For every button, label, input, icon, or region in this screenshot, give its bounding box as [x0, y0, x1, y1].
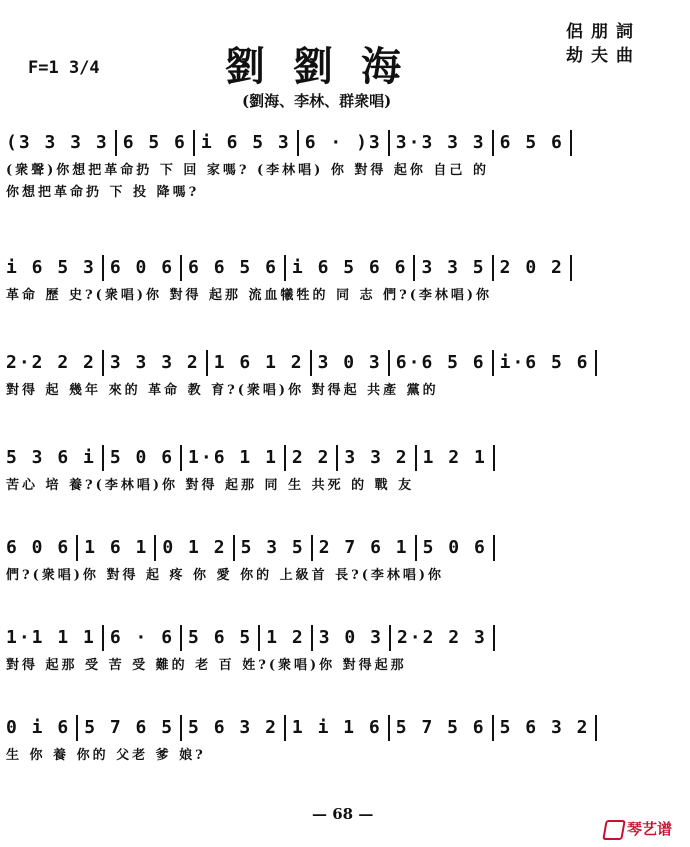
measure: 1 6 1 2 — [213, 352, 304, 373]
measure: 2 2 — [291, 447, 331, 468]
measure: i·6 5 6 — [499, 352, 590, 373]
bar-line — [492, 130, 494, 156]
measure: 6 5 6 — [499, 132, 564, 153]
bar-line — [413, 255, 415, 281]
measure: (3 3 3 3 — [6, 132, 109, 153]
measure: 3·3 3 3 — [395, 132, 486, 153]
lyric-line: 對得 起那 受 苦 受 難的 老 百 姓?(衆唱)你 對得起那 — [6, 658, 407, 673]
measure: 5 3 6 i — [6, 447, 96, 468]
bar-line — [180, 255, 182, 281]
bar-line — [493, 445, 495, 471]
measure: 5 0 6 — [422, 537, 487, 558]
bar-line — [102, 445, 104, 471]
watermark-text: 琴艺谱 — [627, 820, 673, 838]
lyric-line: 生 你 養 你的 父老 爹 娘? — [6, 748, 206, 763]
bar-line — [388, 715, 390, 741]
measure: 2 7 6 1 — [318, 537, 409, 558]
lyric-line: 們?(衆唱)你 對得 起 疼 你 愛 你的 上級首 長?(李林唱)你 — [6, 568, 445, 583]
measure: 2 0 2 — [499, 257, 564, 278]
notation-row — [6, 130, 686, 160]
notation-row — [6, 625, 686, 655]
measure: 3 0 3 — [318, 627, 383, 648]
measure: 1 2 1 — [422, 447, 487, 468]
measure: 3 3 2 — [344, 447, 409, 468]
bar-line — [284, 445, 286, 471]
bar-line — [115, 130, 117, 156]
credits — [566, 20, 641, 68]
lyricist: 侶朋詞 — [566, 22, 641, 42]
key-signature: F=1 3/4 — [28, 58, 100, 78]
staff-line — [6, 535, 686, 587]
bar-line — [311, 625, 313, 651]
measure: 5 0 6 — [109, 447, 175, 468]
bar-line — [193, 130, 195, 156]
bar-line — [180, 715, 182, 741]
watermark — [604, 818, 672, 840]
bar-line — [493, 625, 495, 651]
lyric-line: 對得 起 幾年 來的 革命 教 育?(衆唱)你 對得起 共產 黨的 — [6, 383, 439, 398]
bar-line — [76, 535, 78, 561]
bar-line — [415, 445, 417, 471]
bar-line — [102, 255, 104, 281]
measure: 2·2 2 2 — [6, 352, 96, 373]
staff-line — [6, 255, 686, 307]
measure: 3 3 3 2 — [109, 352, 200, 373]
measure: i 6 5 3 — [200, 132, 291, 153]
measure: 6·6 5 6 — [395, 352, 486, 373]
measure: 6 6 5 6 — [188, 257, 278, 278]
measure: i 6 5 3 — [6, 257, 96, 278]
measure: 5 6 3 2 — [499, 717, 590, 738]
staff-line — [6, 625, 686, 677]
bar-line — [102, 350, 104, 376]
watermark-logo-icon — [602, 820, 626, 840]
notation-row — [6, 255, 686, 285]
measure: 6 · )3 — [304, 132, 382, 153]
bar-line — [180, 445, 182, 471]
measure: i 6 5 6 6 — [291, 257, 408, 278]
measure: 1 2 — [266, 627, 305, 648]
measure: 3 0 3 — [317, 352, 382, 373]
bar-line — [284, 255, 286, 281]
bar-line — [258, 625, 260, 651]
bar-line — [493, 535, 495, 561]
bar-line — [233, 535, 235, 561]
bar-line — [180, 625, 182, 651]
measure: 5 3 5 — [240, 537, 305, 558]
composer: 劫夫曲 — [566, 46, 641, 66]
lyric-line: 革命 歷 史?(衆唱)你 對得 起那 流血犧牲的 同 志 們?(李林唱)你 — [6, 288, 493, 303]
staff-line — [6, 350, 686, 402]
staff-line — [6, 715, 686, 767]
bar-line — [492, 255, 494, 281]
song-title: 劉劉海 — [225, 43, 429, 90]
bar-line — [570, 130, 572, 156]
lyric-line: (衆聲)你想把革命扔 下 回 家嗎? (李林唱) 你 對得 起你 自己 的 — [6, 163, 489, 178]
measure: 1 i 1 6 — [291, 717, 382, 738]
bar-line — [492, 715, 494, 741]
bar-line — [389, 625, 391, 651]
bar-line — [415, 535, 417, 561]
measure: 3 3 5 — [421, 257, 486, 278]
bar-line — [336, 445, 338, 471]
notation-row — [6, 715, 686, 745]
bar-line — [154, 535, 156, 561]
bar-line — [102, 625, 104, 651]
bar-line — [570, 255, 572, 281]
measure: 6 5 6 — [122, 132, 187, 153]
measure: 2·2 2 3 — [396, 627, 487, 648]
singer-roles: (劉海、李林、群衆唱) — [242, 92, 392, 110]
bar-line — [311, 535, 313, 561]
measure: 6 0 6 — [109, 257, 175, 278]
measure: 5 6 5 — [188, 627, 253, 648]
notation-row — [6, 445, 686, 475]
bar-line — [492, 350, 494, 376]
staff-line — [6, 130, 686, 204]
measure: 6 · 6 — [109, 627, 175, 648]
bar-line — [595, 715, 597, 741]
bar-line — [76, 715, 78, 741]
measure: 5 7 5 6 — [395, 717, 486, 738]
measure: 5 7 6 5 — [84, 717, 175, 738]
notation-row — [6, 535, 686, 565]
measure: 1·1 1 1 — [6, 627, 96, 648]
bar-line — [284, 715, 286, 741]
bar-line — [206, 350, 208, 376]
measure: 6 0 6 — [6, 537, 71, 558]
bar-line — [310, 350, 312, 376]
bar-line — [595, 350, 597, 376]
bar-line — [297, 130, 299, 156]
notation-row — [6, 350, 686, 380]
staff-line — [6, 445, 686, 497]
measure: 0 i 6 — [6, 717, 71, 738]
lyric-line: 你想把革命扔 下 投 降嗎? — [6, 185, 200, 200]
measure: 0 1 2 — [162, 537, 227, 558]
measure: 5 6 3 2 — [188, 717, 278, 738]
bar-line — [388, 350, 390, 376]
bar-line — [388, 130, 390, 156]
lyric-line: 苦心 培 養?(李林唱)你 對得 起那 同 生 共死 的 戰 友 — [6, 478, 415, 493]
measure: 1 6 1 — [84, 537, 149, 558]
measure: 1·6 1 1 — [188, 447, 278, 468]
page-number: — 68 — — [312, 805, 374, 823]
